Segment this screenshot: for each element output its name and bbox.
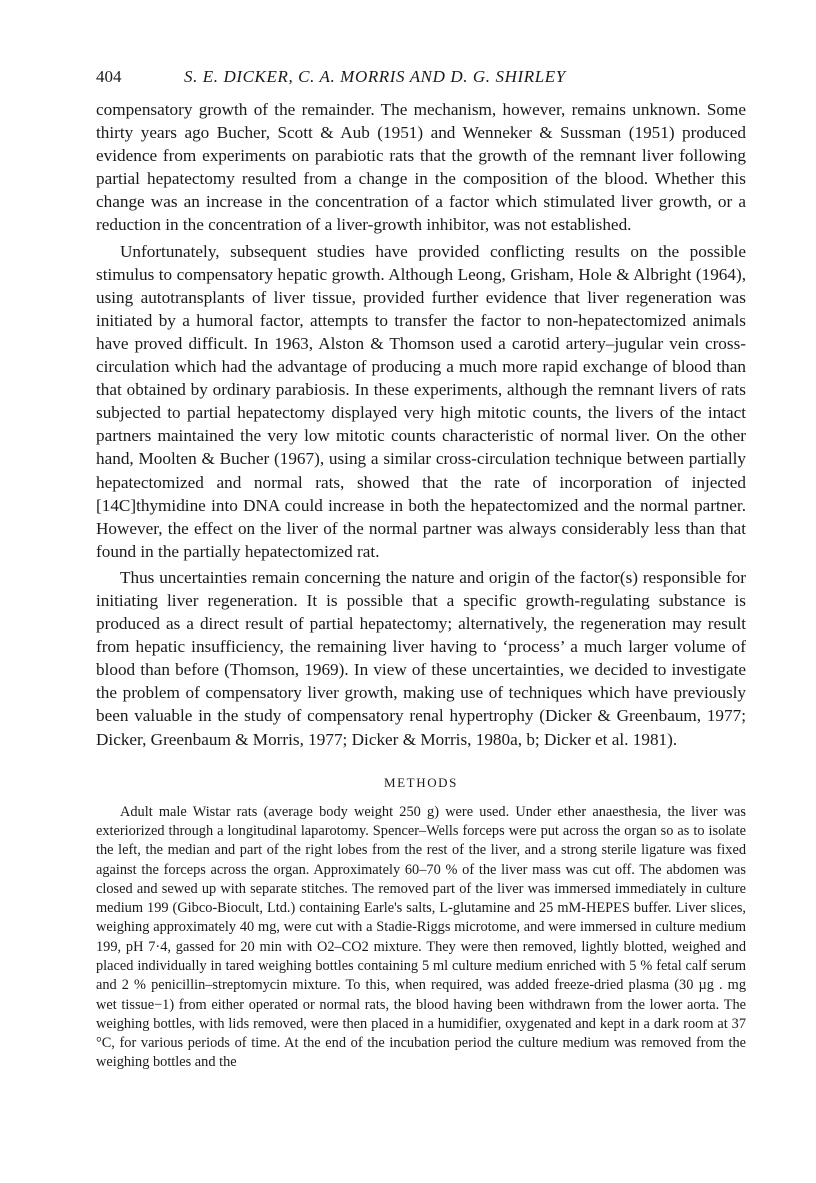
- methods-section: [96, 803, 746, 1073]
- introduction-text: [96, 98, 746, 751]
- page-header: [96, 66, 746, 90]
- methods-paragraph: Adult male Wistar rats (average body weight 250 g) were used. Under ether anaesthesia, the liver was exteriorized through a longitudinal laparotomy. Spencer–Wells forceps were put across the organ so as to isolate the left, the median and part of the right lobes from the rest of the liver, and a strong sterile ligature was fixed against the forceps across the organ. Approximately 60–70 % of the liver mass was cut off. The abdomen was closed and sewed up with separate stitches. The removed part of the liver was immersed immediately in culture medium 199 (Gibco-Biocult, Ltd.) containing Earle's salts, L-glutamine and 25 mM-HEPES buffer. Liver slices, weighing approximately 40 mg, were cut with a Stadie-Riggs microtome, and were immersed in culture medium 199, pH 7·4, gassed for 20 min with O2–CO2 mixture. They were then removed, lightly blotted, weighed and placed individually in tared weighing bottles containing 5 ml culture medium enriched with 5 % fetal calf serum and 2 % penicillin–streptomycin mixture. To this, when required, was added freeze-dried plasma (30 µg . mg wet tissue−1) from either operated or normal rats, the blood having been withdrawn from the lower aorta. The weighing bottles, with lids removed, were then placed in a humidifier, oxygenated and kept in a dark room at 37 °C, for various periods of time. At the end of the incubation period the culture medium was removed from the weighing bottles and the: [96, 803, 746, 1071]
- paragraph-continuation: compensatory growth of the remainder. The mechanism, however, remains unknown. Some thirty years ago Bucher, Scott & Aub (1951) and Wenneker & Sussman (1951) produced evidence from experiments on parabiotic rats that the growth of the remnant liver following partial hepatectomy resulted from a change in the composition of the blood. Whether this change was an increase in the concentration of a factor which stimulated liver growth, or a reduction in the concentration of a liver-growth inhibitor, was not established.: [96, 100, 746, 235]
- methods-heading: METHODS: [383, 774, 459, 790]
- paragraph-uncertainties: Thus uncertainties remain concerning the nature and origin of the factor(s) responsible for initiating liver regeneration. It is possible that a specific growth-regulating substance is produced as a direct result of partial hepatectomy; alternatively, the regeneration may result from hepatic insufficiency, the remaining liver having to ‘process’ a much larger volume of blood than before (Thomson, 1969). In view of these uncertainties, we decided to investigate the problem of compensatory liver growth, making use of techniques which have previously been valuable in the study of compensatory renal hypertrophy (Dicker & Greenbaum, 1977; Dicker, Greenbaum & Morris, 1977; Dicker & Morris, 1980a, b; Dicker et al. 1981).: [96, 567, 746, 749]
- journal-page: [96, 66, 746, 1073]
- paragraph-conflicting-studies: Unfortunately, subsequent studies have provided conflicting results on the possible stimulus to compensatory hepatic growth. Although Leong, Grisham, Hole & Albright (1964), using autotransplants of liver tissue, provided further evidence that liver regeneration was initiated by a humoral factor, attempts to transfer the factor to non-hepatectomized animals have proved difficult. In 1963, Alston & Thomson used a carotid artery–jugular vein cross-circulation which had the advantage of producing a much more rapid exchange of blood than that obtained by ordinary parabiosis. In these experiments, although the remnant livers of rats subjected to partial hepatectomy displayed very high mitotic counts, the livers of the intact partners maintained the very low mitotic counts characteristic of normal liver. On the other hand, Moolten & Bucher (1967), using a similar cross-circulation technique between partially hepatectomized and normal rats, showed that the rate of incorporation of injected [14C]thymidine into DNA could increase in both the hepatectomized and the normal partner. However, the effect on the liver of the normal partner was always considerably less than that found in the partially hepatectomized rat.: [96, 241, 746, 561]
- running-head-authors: S. E. DICKER, C. A. MORRIS AND D. G. SHIRLEY: [184, 67, 566, 86]
- page-number: 404: [96, 67, 122, 86]
